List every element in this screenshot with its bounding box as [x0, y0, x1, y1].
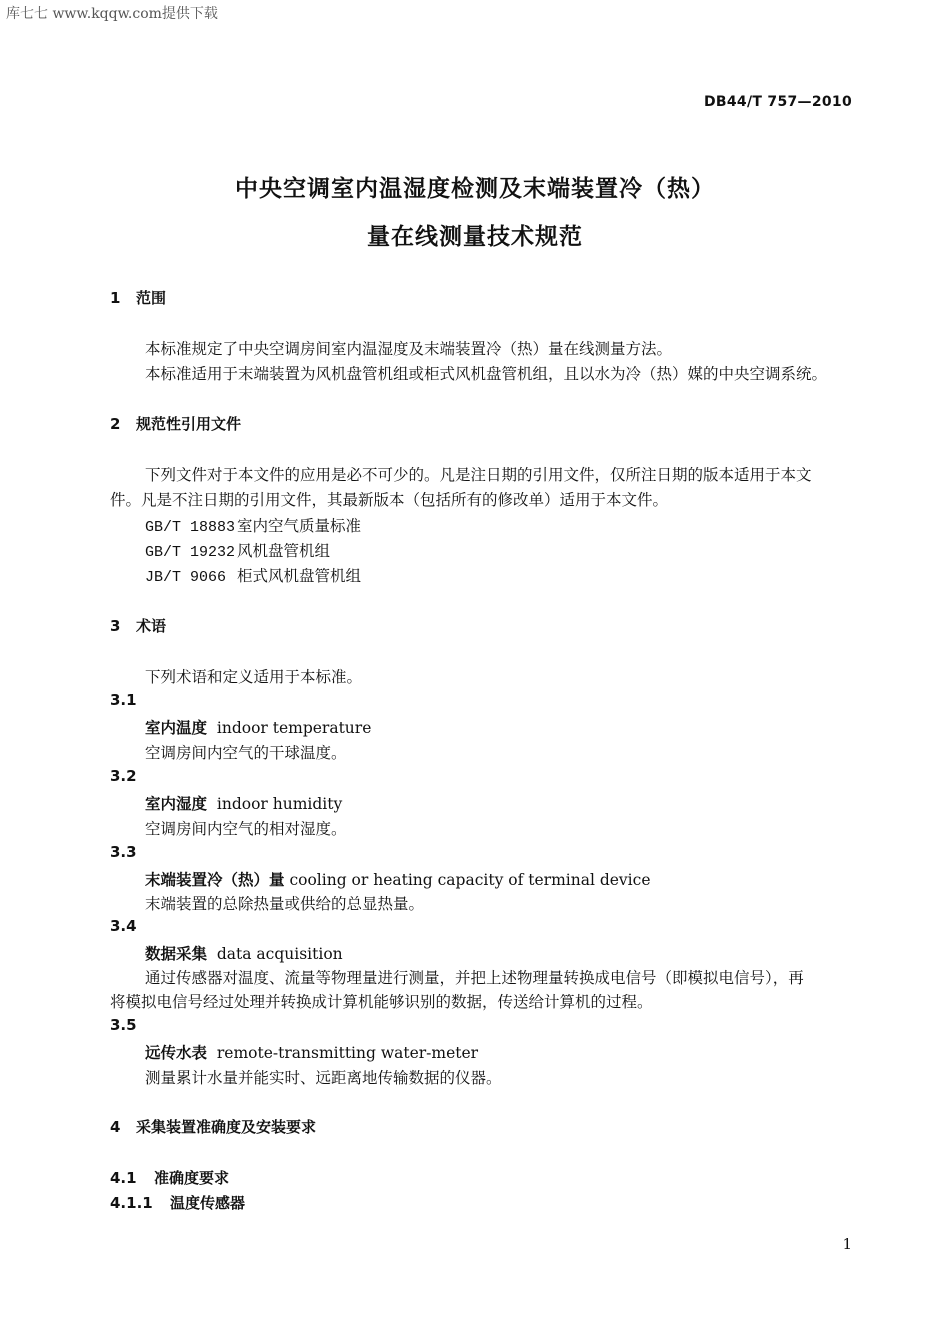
subsection-title: 准确度要求 — [154, 1169, 230, 1187]
reference-item — [145, 539, 330, 561]
term-title — [145, 868, 651, 890]
term-english: indoor humidity — [216, 795, 343, 813]
section-number: 4 — [110, 1118, 121, 1136]
term-chinese: 室内温度 — [145, 719, 208, 737]
subsection-number: 4.1.1 — [110, 1194, 153, 1212]
section-number: 1 — [110, 289, 121, 307]
term-title — [145, 792, 342, 814]
term-number: 3.2 — [110, 767, 137, 785]
term-definition-line: 通过传感器对温度、流量等物理量进行测量，并把上述物理量转换成电信号（即模拟电信号），再 — [145, 969, 804, 987]
term-number: 3.1 — [110, 691, 137, 709]
document-title-line-2: 量在线测量技术规范 — [367, 224, 583, 250]
subsection-title: 温度传感器 — [170, 1194, 246, 1212]
term-definition: 测量累计水量并能实时、远距离地传输数据的仪器。 — [145, 1069, 502, 1087]
section-number: 3 — [110, 617, 121, 635]
subsection-number: 4.1 — [110, 1169, 137, 1187]
term-english: remote-transmitting water-meter — [216, 1044, 479, 1062]
paragraph: 本标准规定了中央空调房间室内温湿度及末端装置冷（热）量在线测量方法。 — [145, 340, 673, 358]
section-title: 采集装置准确度及安装要求 — [136, 1118, 317, 1136]
section-2-heading — [110, 413, 241, 434]
section-4-heading — [110, 1116, 316, 1137]
reference-item — [145, 514, 361, 536]
term-definition: 末端装置的总除热量或供给的总显热量。 — [145, 895, 425, 913]
term-title — [145, 942, 343, 964]
document-number: DB44/T 757—2010 — [704, 94, 852, 110]
section-title: 范围 — [136, 289, 167, 307]
section-3-heading — [110, 615, 166, 636]
reference-name: 风机盘管机组 — [237, 542, 331, 560]
reference-code: JB/T 9066 — [145, 569, 227, 586]
term-number: 3.5 — [110, 1016, 137, 1034]
section-title: 术语 — [136, 617, 167, 635]
term-english: indoor temperature — [216, 719, 372, 737]
term-english: cooling or heating capacity of terminal device — [289, 871, 651, 889]
subsection-4-1-1-heading — [110, 1192, 245, 1213]
reference-code: GB/T 18883 — [145, 519, 236, 536]
term-number: 3.4 — [110, 917, 137, 935]
term-definition: 空调房间内空气的干球温度。 — [145, 744, 347, 762]
watermark-text: 库七七 www.kqqw.com提供下载 — [6, 6, 218, 22]
term-english: data acquisition — [216, 945, 343, 963]
term-number: 3.3 — [110, 843, 137, 861]
term-chinese: 数据采集 — [145, 945, 208, 963]
section-1-heading — [110, 287, 166, 308]
section-number: 2 — [110, 415, 121, 433]
term-chinese: 末端装置冷（热）量 — [145, 871, 285, 889]
section-title: 规范性引用文件 — [136, 415, 242, 433]
reference-name: 室内空气质量标准 — [237, 517, 362, 535]
document-title-line-1: 中央空调室内温湿度检测及末端装置冷（热） — [235, 176, 715, 202]
paragraph: 本标准适用于末端装置为风机盘管机组或柜式风机盘管机组，且以水为冷（热）媒的中央空调系统。 — [145, 365, 828, 383]
term-chinese: 远传水表 — [145, 1044, 208, 1062]
term-title — [145, 716, 371, 738]
reference-name: 柜式风机盘管机组 — [237, 567, 362, 585]
term-definition-line: 将模拟电信号经过处理并转换成计算机能够识别的数据，传送给计算机的过程。 — [110, 993, 653, 1011]
term-title — [145, 1041, 478, 1063]
paragraph: 下列术语和定义适用于本标准。 — [145, 668, 363, 686]
reference-item — [145, 564, 361, 586]
term-definition: 空调房间内空气的相对湿度。 — [145, 820, 347, 838]
reference-code: GB/T 19232 — [145, 544, 236, 561]
paragraph-line: 下列文件对于本文件的应用是必不可少的。凡是注日期的引用文件，仅所注日期的版本适用于本文 — [145, 466, 812, 484]
subsection-4-1-heading — [110, 1167, 229, 1188]
term-chinese: 室内湿度 — [145, 795, 208, 813]
page-number: 1 — [842, 1235, 852, 1253]
paragraph-line: 件。凡是不注日期的引用文件，其最新版本（包括所有的修改单）适用于本文件。 — [110, 491, 669, 509]
